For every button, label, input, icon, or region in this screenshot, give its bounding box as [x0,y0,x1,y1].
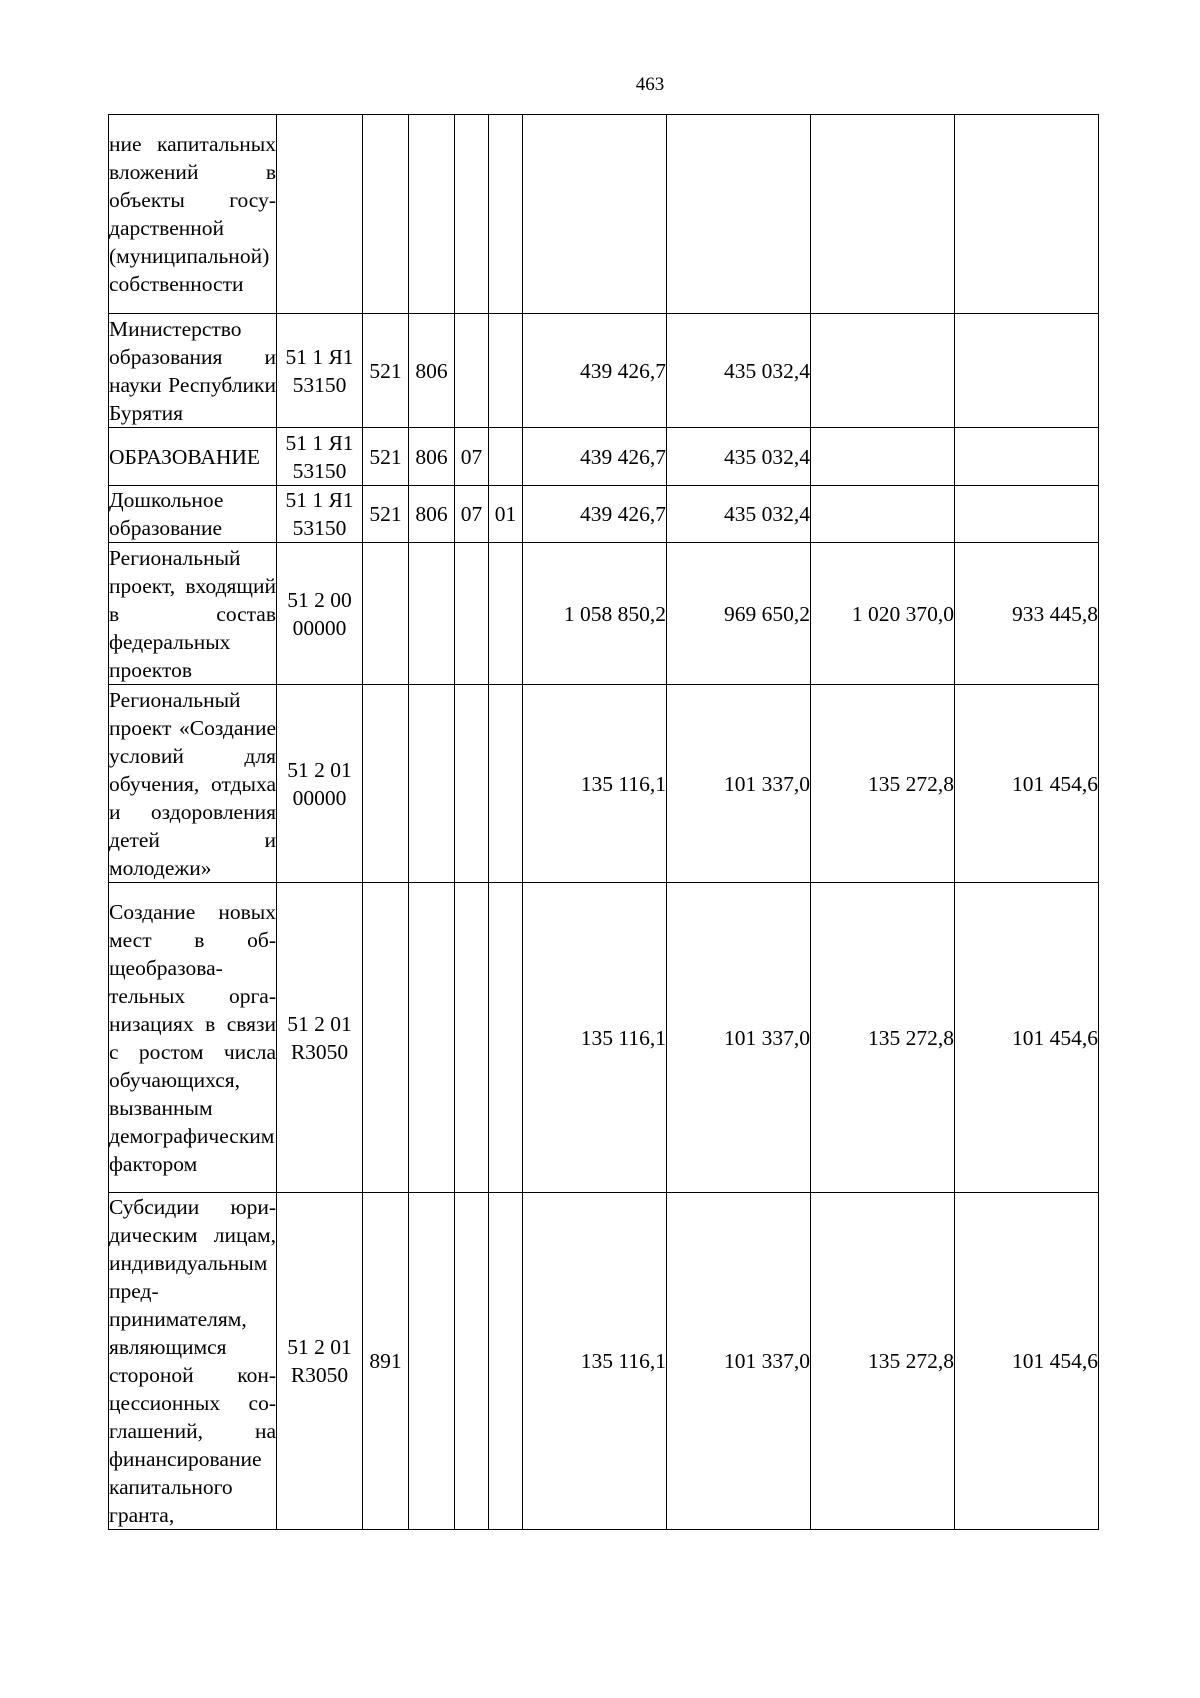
row-name: Региональный проект «Создание условий для обучения, отдыха и оздоровления детей и молодежи» [109,685,277,883]
section-code: 806 [409,314,455,428]
amount-2: 101 337,0 [667,685,811,883]
table-row [109,314,1099,428]
table-row [109,115,1099,314]
target-article-code: 51 2 01 R3050 [277,883,363,1193]
target-article-code: 51 1 Я1 53150 [277,314,363,428]
amount-3: 135 272,8 [811,685,955,883]
amount-2: 435 032,4 [667,428,811,486]
table-row [109,428,1099,486]
amount-4: 933 445,8 [955,543,1099,685]
amount-2 [667,115,811,314]
subsection-code [455,314,489,428]
section-code [409,883,455,1193]
row-name: ние капитальных вложений в объекты государственной (муниципальной) собственности [109,115,277,314]
amount-3 [811,115,955,314]
expense-type-code: 01 [489,486,523,543]
subsection-code [455,543,489,685]
amount-4 [955,486,1099,543]
target-article-code: 51 2 01 R3050 [277,1193,363,1530]
amount-3: 135 272,8 [811,883,955,1193]
section-code [409,543,455,685]
ministry-code [363,883,409,1193]
expense-type-code [489,883,523,1193]
ministry-code [363,685,409,883]
amount-1: 439 426,7 [523,486,667,543]
ministry-code [363,543,409,685]
expense-type-code [489,543,523,685]
row-name: Субсидии юридическим лицам, индивидуальным предпринимателям, являющимся стороной концессионных соглашений, на финансирование капитального гранта, [109,1193,277,1530]
amount-4 [955,314,1099,428]
target-article-code [277,115,363,314]
table-row [109,543,1099,685]
amount-2: 969 650,2 [667,543,811,685]
amount-3: 135 272,8 [811,1193,955,1530]
row-name: Министерство образования и науки Республики Бурятия [109,314,277,428]
table-body [109,115,1099,1530]
section-code [409,1193,455,1530]
amount-4: 101 454,6 [955,685,1099,883]
section-code [409,115,455,314]
table-row [109,486,1099,543]
ministry-code: 521 [363,314,409,428]
subsection-code [455,1193,489,1530]
row-name: Дошкольное образование [109,486,277,543]
target-article-code: 51 2 00 00000 [277,543,363,685]
target-article-code: 51 2 01 00000 [277,685,363,883]
amount-4: 101 454,6 [955,1193,1099,1530]
target-article-code: 51 1 Я1 53150 [277,428,363,486]
target-article-code: 51 1 Я1 53150 [277,486,363,543]
amount-4 [955,428,1099,486]
ministry-code [363,115,409,314]
row-name: Региональный проект, входящий в состав федеральных проектов [109,543,277,685]
page-number: 463 [635,74,665,95]
amount-1: 439 426,7 [523,314,667,428]
amount-1: 135 116,1 [523,883,667,1193]
amount-2: 435 032,4 [667,314,811,428]
amount-3 [811,428,955,486]
subsection-code: 07 [455,428,489,486]
amount-1: 439 426,7 [523,428,667,486]
table-row [109,1193,1099,1530]
amount-2: 435 032,4 [667,486,811,543]
table-row [109,685,1099,883]
budget-table [108,114,1099,1530]
subsection-code [455,115,489,314]
amount-1: 1 058 850,2 [523,543,667,685]
amount-4: 101 454,6 [955,883,1099,1193]
table-row [109,883,1099,1193]
amount-1: 135 116,1 [523,685,667,883]
subsection-code [455,685,489,883]
section-code [409,685,455,883]
amount-2: 101 337,0 [667,883,811,1193]
ministry-code: 521 [363,428,409,486]
amount-1: 135 116,1 [523,1193,667,1530]
expense-type-code [489,115,523,314]
row-name: Создание новых мест в общеобразовательных организациях в связи с ростом числа обучающихся, вызванным демографическим фактором [109,883,277,1193]
expense-type-code [489,314,523,428]
amount-3 [811,486,955,543]
expense-type-code [489,685,523,883]
expense-type-code [489,1193,523,1530]
ministry-code: 891 [363,1193,409,1530]
amount-3 [811,314,955,428]
row-name: ОБРАЗОВАНИЕ [109,428,277,486]
amount-4 [955,115,1099,314]
amount-3: 1 020 370,0 [811,543,955,685]
ministry-code: 521 [363,486,409,543]
section-code: 806 [409,428,455,486]
amount-1 [523,115,667,314]
subsection-code [455,883,489,1193]
amount-2: 101 337,0 [667,1193,811,1530]
expense-type-code [489,428,523,486]
section-code: 806 [409,486,455,543]
subsection-code: 07 [455,486,489,543]
